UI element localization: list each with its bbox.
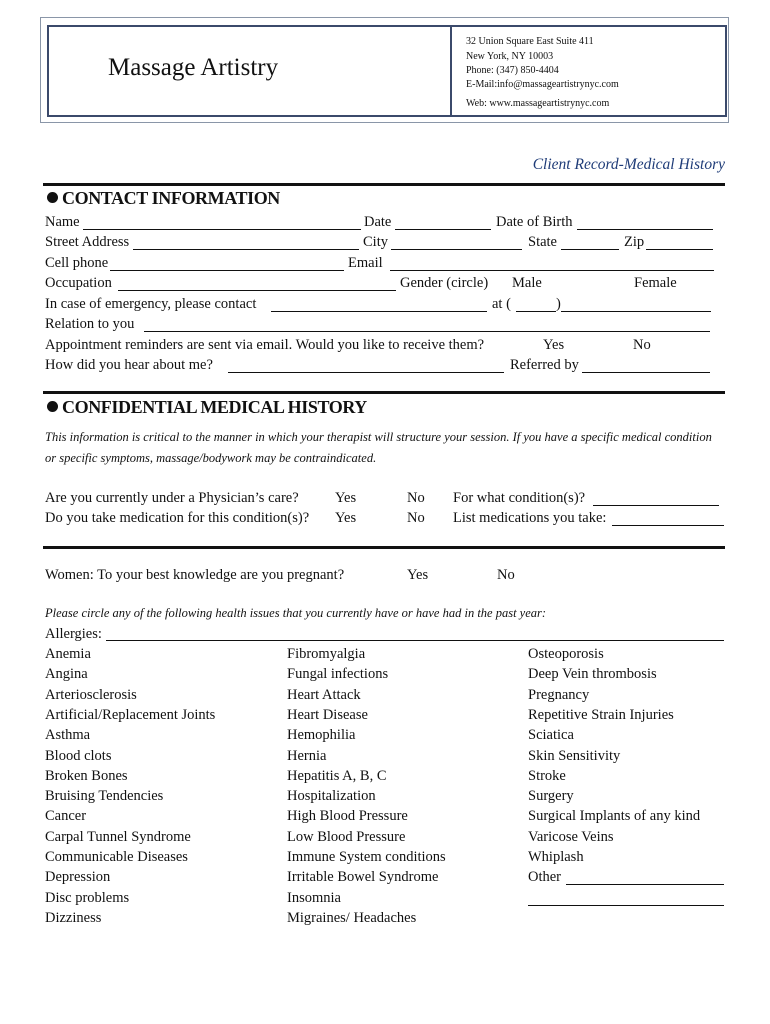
medication-question: Do you take medication for this condition(s)? (45, 510, 310, 526)
health-issue-item[interactable]: Dizziness (45, 909, 102, 926)
cell-field[interactable] (110, 270, 344, 271)
cell-label: Cell phone (45, 255, 109, 271)
gender-female[interactable]: Female (634, 275, 677, 291)
reminders-question: Appointment reminders are sent via email. Would you like to receive them? (45, 337, 485, 353)
reminders-no[interactable]: No (633, 337, 651, 353)
company-name: Massage Artistry (108, 54, 279, 81)
dob-label: Date of Birth (496, 214, 573, 230)
zip-field[interactable] (646, 249, 713, 250)
at-label: at ( (492, 296, 511, 312)
medical-note-line-2: or specific symptoms, massage/bodywork may be contraindicated. (45, 451, 377, 465)
email-label: Email (348, 255, 383, 271)
gender-label: Gender (circle) (400, 275, 489, 291)
health-issue-item[interactable]: Hospitalization (287, 788, 376, 805)
other-field-2[interactable] (528, 905, 724, 906)
health-issue-item[interactable]: Whiplash (528, 849, 584, 865)
street-field[interactable] (133, 249, 359, 250)
paren-close: ) (556, 296, 561, 312)
other-field[interactable] (566, 884, 724, 885)
health-issue-item[interactable]: Blood clots (45, 747, 112, 764)
occupation-field[interactable] (118, 290, 396, 291)
referred-label: Referred by (510, 357, 579, 373)
health-issue-item[interactable]: Artificial/Replacement Joints (45, 706, 216, 723)
circle-instructions: Please circle any of the following health issues that you currently have or have had in the past year: (45, 606, 547, 620)
city-label: City (363, 234, 388, 250)
health-issue-item[interactable]: Varicose Veins (528, 828, 614, 845)
health-issue-item[interactable]: High Blood Pressure (287, 808, 408, 825)
zip-label: Zip (624, 234, 645, 250)
health-issue-item[interactable]: Hepatitis A, B, C (287, 767, 387, 784)
address-line-2: New York, NY 10003 (466, 51, 554, 62)
medical-note-line-1: This information is critical to the manner in which your therapist will structure your session. If you have a specific medical condition (45, 430, 712, 444)
phone-text: Phone: (347) 850-4404 (466, 65, 559, 76)
health-issue-item[interactable]: Repetitive Strain Injuries (528, 706, 674, 723)
relation-field[interactable] (144, 331, 710, 332)
referred-field[interactable] (582, 372, 710, 373)
section-rule (43, 546, 725, 549)
health-issue-item[interactable]: Angina (45, 666, 88, 683)
health-issue-item[interactable]: Asthma (45, 727, 91, 744)
emergency-phone-field[interactable] (561, 311, 711, 312)
emergency-label: In case of emergency, please contact (45, 296, 257, 312)
emergency-area-code[interactable] (516, 311, 556, 312)
health-issue-item[interactable]: Depression (45, 869, 111, 886)
health-issue-item[interactable]: Arteriosclerosis (45, 686, 137, 703)
health-issue-item[interactable]: Hernia (287, 747, 327, 764)
health-issue-item[interactable]: Communicable Diseases (45, 849, 188, 865)
medical-heading-text: CONFIDENTIAL MEDICAL HISTORY (62, 397, 367, 417)
physician-no[interactable]: No (407, 490, 425, 506)
header-divider (450, 25, 452, 117)
dob-field[interactable] (577, 229, 713, 230)
pregnant-yes[interactable]: Yes (407, 567, 429, 583)
emergency-field[interactable] (271, 311, 487, 312)
hear-field[interactable] (228, 372, 504, 373)
condition-field[interactable] (593, 505, 719, 506)
health-issue-item[interactable]: Stroke (528, 767, 566, 784)
health-issue-item[interactable]: Pregnancy (528, 686, 590, 703)
date-field[interactable] (395, 229, 491, 230)
medication-no[interactable]: No (407, 510, 425, 526)
health-issue-item[interactable]: Osteoporosis (528, 646, 604, 662)
health-issue-item[interactable]: Hemophilia (287, 727, 356, 744)
contact-heading (47, 188, 280, 209)
health-issue-item[interactable]: Surgical Implants of any kind (528, 808, 701, 825)
health-issue-item[interactable]: Insomnia (287, 889, 341, 906)
list-meds-label: List medications you take: (453, 510, 607, 526)
web-text: Web: www.massageartistrynyc.com (466, 98, 610, 109)
street-label: Street Address (45, 234, 130, 250)
state-field[interactable] (561, 249, 619, 250)
name-label: Name (45, 214, 80, 230)
occupation-label: Occupation (45, 275, 112, 291)
email-field[interactable] (390, 270, 714, 271)
section-rule (43, 183, 725, 186)
medication-yes[interactable]: Yes (335, 510, 357, 526)
gender-male[interactable]: Male (512, 275, 542, 291)
city-field[interactable] (391, 249, 522, 250)
health-issue-item[interactable]: Anemia (45, 646, 91, 662)
health-issue-item[interactable]: Deep Vein thrombosis (528, 666, 657, 683)
health-issue-item[interactable]: Skin Sensitivity (528, 747, 621, 764)
hear-label: How did you hear about me? (45, 357, 213, 373)
medical-heading (47, 397, 367, 418)
health-issue-item[interactable]: Bruising Tendencies (45, 788, 164, 805)
health-issue-item[interactable]: Surgery (528, 788, 574, 805)
allergies-label: Allergies: (45, 626, 102, 642)
bullet-icon (47, 401, 58, 412)
health-issue-item[interactable]: Broken Bones (45, 767, 128, 784)
pregnant-no[interactable]: No (497, 567, 515, 583)
health-issue-item[interactable]: Fibromyalgia (287, 646, 366, 662)
health-issue-item[interactable]: Sciatica (528, 727, 574, 744)
contact-heading-text: CONTACT INFORMATION (62, 188, 280, 208)
name-field[interactable] (83, 229, 361, 230)
address-line-1: 32 Union Square East Suite 411 (466, 36, 594, 47)
list-meds-field[interactable] (612, 525, 724, 526)
email-text: E-Mail:info@massageartistrynyc.com (466, 79, 619, 90)
health-issue-item[interactable]: Disc problems (45, 889, 130, 906)
condition-label: For what condition(s)? (453, 490, 586, 506)
health-issue-item[interactable]: Immune System conditions (287, 849, 446, 865)
health-issue-item[interactable]: Low Blood Pressure (287, 828, 406, 845)
health-issue-item[interactable]: Fungal infections (287, 666, 389, 683)
allergies-field[interactable] (106, 640, 724, 641)
form-title: Client Record-Medical History (532, 156, 725, 173)
state-label: State (528, 234, 557, 250)
pregnant-question: Women: To your best knowledge are you pregnant? (45, 567, 345, 583)
health-issue-item[interactable]: Heart Attack (287, 686, 361, 703)
physician-question: Are you currently under a Physician’s care? (45, 490, 299, 506)
health-issue-item[interactable]: Cancer (45, 808, 87, 825)
date-label: Date (364, 214, 392, 230)
health-issue-item[interactable]: Heart Disease (287, 706, 368, 723)
physician-yes[interactable]: Yes (335, 490, 357, 506)
section-rule (43, 391, 725, 394)
bullet-icon (47, 192, 58, 203)
health-issue-item[interactable]: Irritable Bowel Syndrome (287, 869, 439, 886)
relation-label: Relation to you (45, 316, 135, 332)
health-issue-item[interactable]: Other (528, 869, 562, 886)
reminders-yes[interactable]: Yes (543, 337, 565, 353)
health-issue-item[interactable]: Migraines/ Headaches (287, 909, 417, 926)
health-issue-item[interactable]: Carpal Tunnel Syndrome (45, 828, 191, 845)
